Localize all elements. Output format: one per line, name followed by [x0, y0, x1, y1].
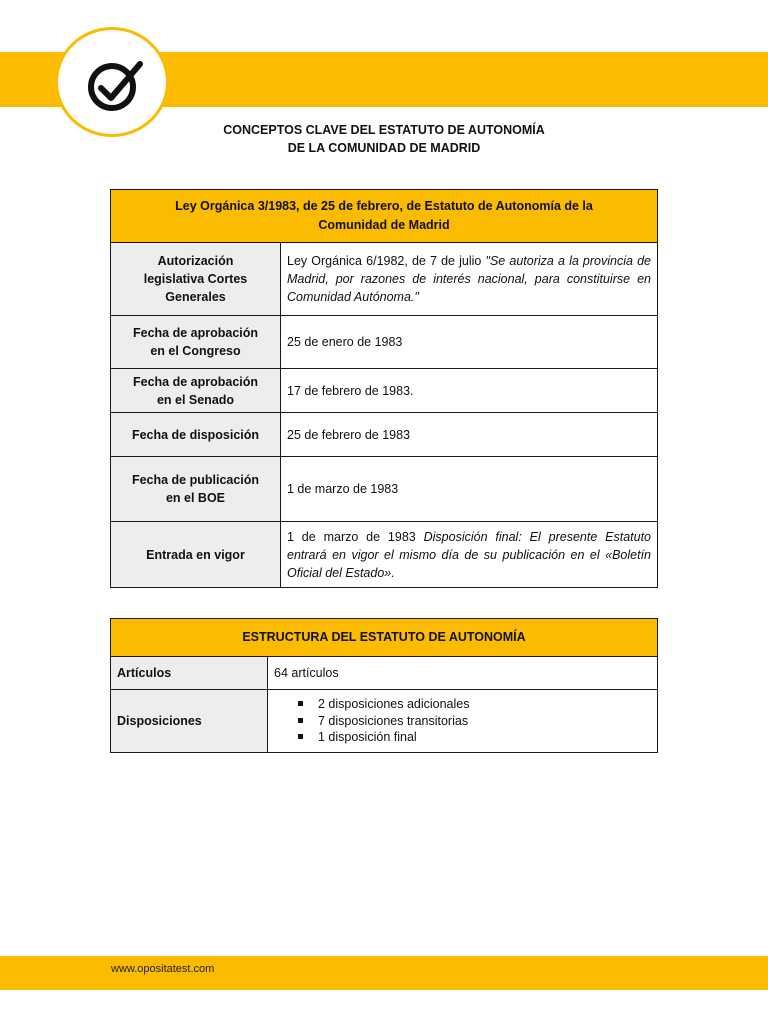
table-row — [111, 657, 658, 690]
row-label: Fecha de aprobación en el Congreso — [111, 316, 281, 369]
row-label: Artículos — [111, 657, 268, 690]
row-value: 25 de enero de 1983 — [281, 316, 658, 369]
row-value: Ley Orgánica 6/1982, de 7 de julio "Se autoriza a la provincia de Madrid, por razones de interés nacional, para constituirse en Comunidad Autónoma." — [281, 243, 658, 316]
bullet-icon — [298, 701, 303, 706]
row-value: 1 de marzo de 1983 — [281, 457, 658, 522]
row-label: Entrada en vigor — [111, 522, 281, 588]
table-row — [111, 457, 658, 522]
check-circle-icon — [86, 57, 146, 113]
table-row — [111, 413, 658, 457]
structure-header: ESTRUCTURA DEL ESTATUTO DE AUTONOMÍA — [111, 619, 658, 657]
list-item: 1 disposición final — [318, 729, 651, 746]
document-title — [0, 121, 768, 157]
row-label: Fecha de publicación en el BOE — [111, 457, 281, 522]
structure-table — [110, 618, 658, 753]
dispositions-list — [274, 696, 651, 746]
row-label: Disposiciones — [111, 690, 268, 753]
table-row — [111, 243, 658, 316]
bullet-icon — [298, 718, 303, 723]
footer-band — [0, 956, 768, 990]
table-row — [111, 522, 658, 588]
title-line-1: CONCEPTOS CLAVE DEL ESTATUTO DE AUTONOMÍA — [223, 123, 545, 137]
row-value: 25 de febrero de 1983 — [281, 413, 658, 457]
list-item: 7 disposiciones transitorias — [318, 713, 651, 730]
row-value: 1 de marzo de 1983 Disposición final: El presente Estatuto entrará en vigor el mismo día de su publicación en el «Boletín Oficial del Estado». — [281, 522, 658, 588]
key-facts-header: Ley Orgánica 3/1983, de 25 de febrero, de Estatuto de Autonomía de la Comunidad de Madrid — [111, 190, 658, 243]
bullet-icon — [298, 734, 303, 739]
table-row — [111, 369, 658, 413]
row-value: 17 de febrero de 1983. — [281, 369, 658, 413]
list-item: 2 disposiciones adicionales — [318, 696, 651, 713]
row-value: 64 artículos — [268, 657, 658, 690]
title-line-2: DE LA COMUNIDAD DE MADRID — [287, 141, 481, 155]
key-facts-table — [110, 189, 658, 588]
row-value — [268, 690, 658, 753]
row-label: Fecha de disposición — [111, 413, 281, 457]
table-row — [111, 690, 658, 753]
row-label: Fecha de aprobación en el Senado — [111, 369, 281, 413]
row-label: Autorización legislativa Cortes Generales — [111, 243, 281, 316]
table-row — [111, 316, 658, 369]
footer-link[interactable]: www.opositatest.com — [111, 963, 215, 975]
